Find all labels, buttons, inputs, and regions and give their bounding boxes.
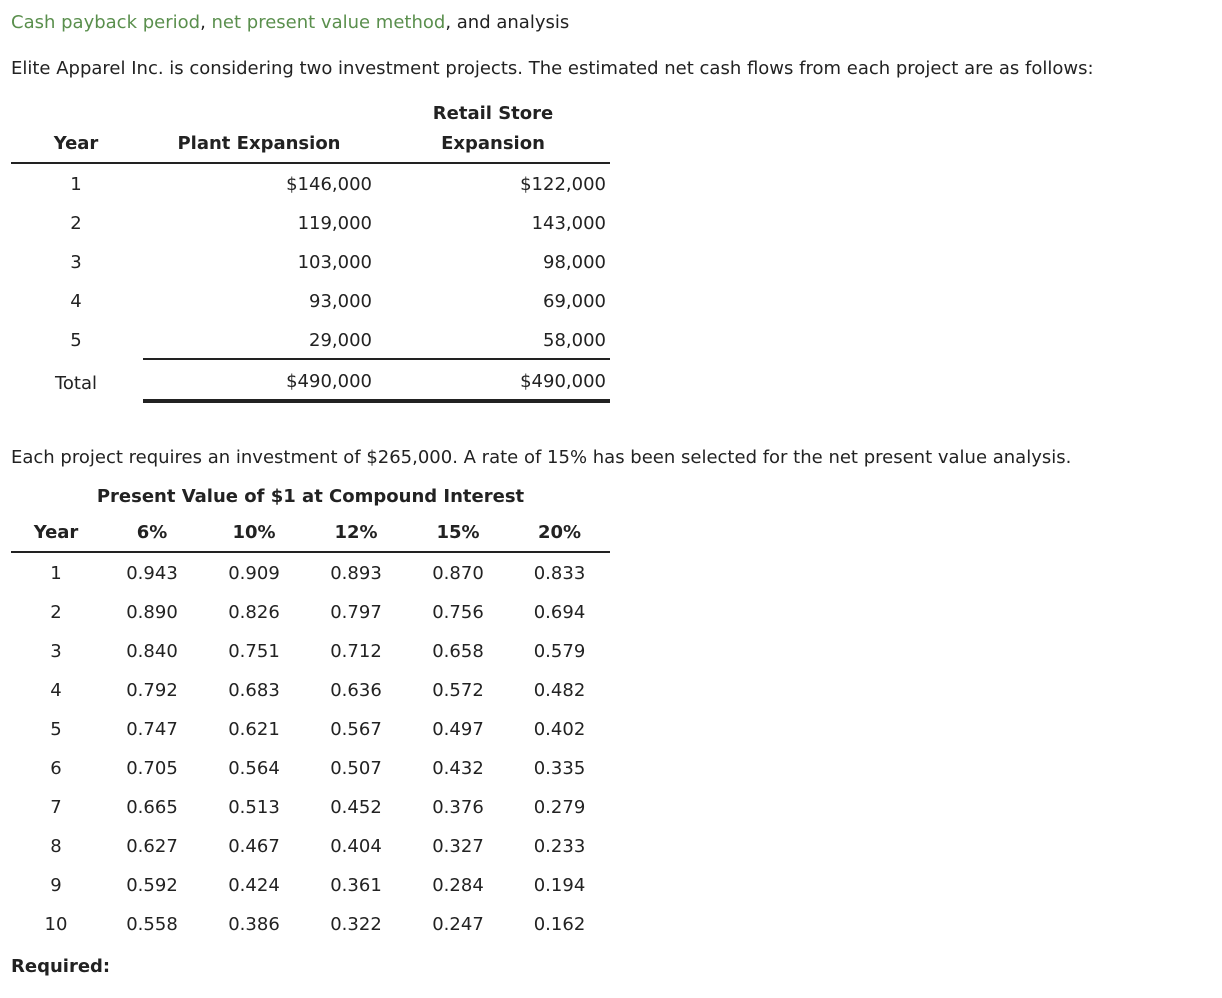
- pv-header-rate: 6%: [136, 522, 168, 543]
- cashflow-header-year: Year: [53, 133, 99, 154]
- table-cell-factor: 0.567: [330, 719, 382, 740]
- cashflow-total-retail: $490,000: [520, 371, 606, 392]
- table-cell-factor: 0.751: [228, 641, 280, 662]
- heading-suffix: , and analysis: [445, 12, 570, 33]
- table-row-plant: 103,000: [297, 252, 372, 273]
- table-row-retail: $122,000: [520, 174, 606, 195]
- table-row-year: 6: [50, 758, 62, 779]
- table-cell-factor: 0.361: [330, 875, 382, 896]
- table-row-year: 4: [70, 291, 82, 312]
- table-row-plant: 29,000: [309, 330, 372, 351]
- table-cell-factor: 0.233: [533, 836, 586, 857]
- pv-table-title: Present Value of $1 at Compound Interest: [96, 486, 525, 507]
- table-cell-factor: 0.386: [228, 914, 280, 935]
- pv-header-rate: 15%: [436, 522, 480, 543]
- table-cell-factor: 0.705: [126, 758, 178, 779]
- table-cell-factor: 0.826: [228, 602, 280, 623]
- table-row-retail: 143,000: [531, 213, 606, 234]
- intro-text: Elite Apparel Inc. is considering two investment projects. The estimated net cash flows from each project are as follows:: [11, 58, 1094, 79]
- heading-separator: ,: [200, 12, 212, 33]
- required-label: Required:: [11, 956, 111, 977]
- table-cell-factor: 0.621: [228, 719, 280, 740]
- table-row-year: 10: [44, 914, 68, 935]
- link-cash-payback-period[interactable]: Cash payback period: [11, 12, 201, 33]
- table-cell-factor: 0.404: [330, 836, 382, 857]
- table-row-plant: 93,000: [309, 291, 372, 312]
- table-row-year: 2: [70, 213, 82, 234]
- table-cell-factor: 0.424: [228, 875, 280, 896]
- table-cell-factor: 0.507: [330, 758, 382, 779]
- table-cell-factor: 0.712: [330, 641, 382, 662]
- table-row-plant: 119,000: [297, 213, 372, 234]
- table-row-year: 1: [70, 174, 82, 195]
- table-cell-factor: 0.279: [533, 797, 586, 818]
- table-cell-factor: 0.564: [228, 758, 280, 779]
- table-cell-factor: 0.797: [330, 602, 382, 623]
- cashflow-header-retail-line2: Expansion: [441, 133, 545, 154]
- pv-header-rate: 10%: [232, 522, 276, 543]
- table-cell-factor: 0.870: [432, 563, 484, 584]
- table-row-year: 5: [50, 719, 62, 740]
- cashflow-header-rule: [11, 162, 610, 164]
- table-cell-factor: 0.482: [533, 680, 586, 701]
- table-cell-factor: 0.890: [126, 602, 178, 623]
- table-cell-factor: 0.592: [126, 875, 178, 896]
- table-row-year: 7: [50, 797, 62, 818]
- cashflow-total-double-rule: [143, 399, 610, 403]
- table-cell-factor: 0.658: [432, 641, 484, 662]
- table-row-year: 3: [50, 641, 62, 662]
- table-row-retail: 69,000: [543, 291, 606, 312]
- table-cell-factor: 0.636: [330, 680, 382, 701]
- table-cell-factor: 0.943: [126, 563, 178, 584]
- table-cell-factor: 0.432: [432, 758, 484, 779]
- table-cell-factor: 0.284: [432, 875, 484, 896]
- problem-heading: [11, 12, 569, 33]
- cashflow-subtotal-rule: [143, 358, 610, 360]
- table-cell-factor: 0.840: [126, 641, 178, 662]
- table-cell-factor: 0.909: [228, 563, 280, 584]
- table-row-retail: 98,000: [543, 252, 606, 273]
- table-cell-factor: 0.792: [126, 680, 178, 701]
- table-cell-factor: 0.558: [126, 914, 178, 935]
- table-row-plant: $146,000: [286, 174, 372, 195]
- table-cell-factor: 0.327: [432, 836, 484, 857]
- cashflow-total-label: Total: [54, 373, 98, 394]
- table-cell-factor: 0.572: [432, 680, 484, 701]
- table-cell-factor: 0.579: [533, 641, 586, 662]
- table-cell-factor: 0.833: [533, 563, 586, 584]
- cashflow-header-retail-line1: Retail Store: [432, 103, 554, 124]
- table-row-year: 2: [50, 602, 62, 623]
- table-cell-factor: 0.452: [330, 797, 382, 818]
- cashflow-header-plant: Plant Expansion: [177, 133, 341, 154]
- pv-header-rate: 12%: [334, 522, 378, 543]
- table-row-retail: 58,000: [543, 330, 606, 351]
- table-cell-factor: 0.194: [533, 875, 586, 896]
- pv-header-rule: [11, 551, 610, 553]
- table-cell-factor: 0.467: [228, 836, 280, 857]
- table-row-year: 3: [70, 252, 82, 273]
- table-cell-factor: 0.335: [533, 758, 586, 779]
- table-cell-factor: 0.893: [330, 563, 382, 584]
- table-cell-factor: 0.694: [533, 602, 586, 623]
- table-row-year: 1: [50, 563, 62, 584]
- pv-header-rate: 20%: [537, 522, 582, 543]
- investment-note: Each project requires an investment of $265,000. A rate of 15% has been selected for the net present value analysis.: [11, 447, 1072, 468]
- table-cell-factor: 0.513: [228, 797, 280, 818]
- table-row-year: 4: [50, 680, 62, 701]
- table-row-year: 8: [50, 836, 62, 857]
- table-cell-factor: 0.497: [432, 719, 484, 740]
- table-cell-factor: 0.322: [330, 914, 382, 935]
- pv-header-year: Year: [33, 522, 79, 543]
- table-row-year: 9: [50, 875, 62, 896]
- table-cell-factor: 0.665: [126, 797, 178, 818]
- table-cell-factor: 0.756: [432, 602, 484, 623]
- table-cell-factor: 0.247: [432, 914, 484, 935]
- table-cell-factor: 0.683: [228, 680, 280, 701]
- cashflow-total-plant: $490,000: [286, 371, 372, 392]
- link-net-present-value-method[interactable]: net present value method: [211, 12, 446, 33]
- table-cell-factor: 0.162: [533, 914, 586, 935]
- table-cell-factor: 0.402: [533, 719, 586, 740]
- table-cell-factor: 0.376: [432, 797, 484, 818]
- table-cell-factor: 0.747: [126, 719, 178, 740]
- table-row-year: 5: [70, 330, 82, 351]
- table-cell-factor: 0.627: [126, 836, 178, 857]
